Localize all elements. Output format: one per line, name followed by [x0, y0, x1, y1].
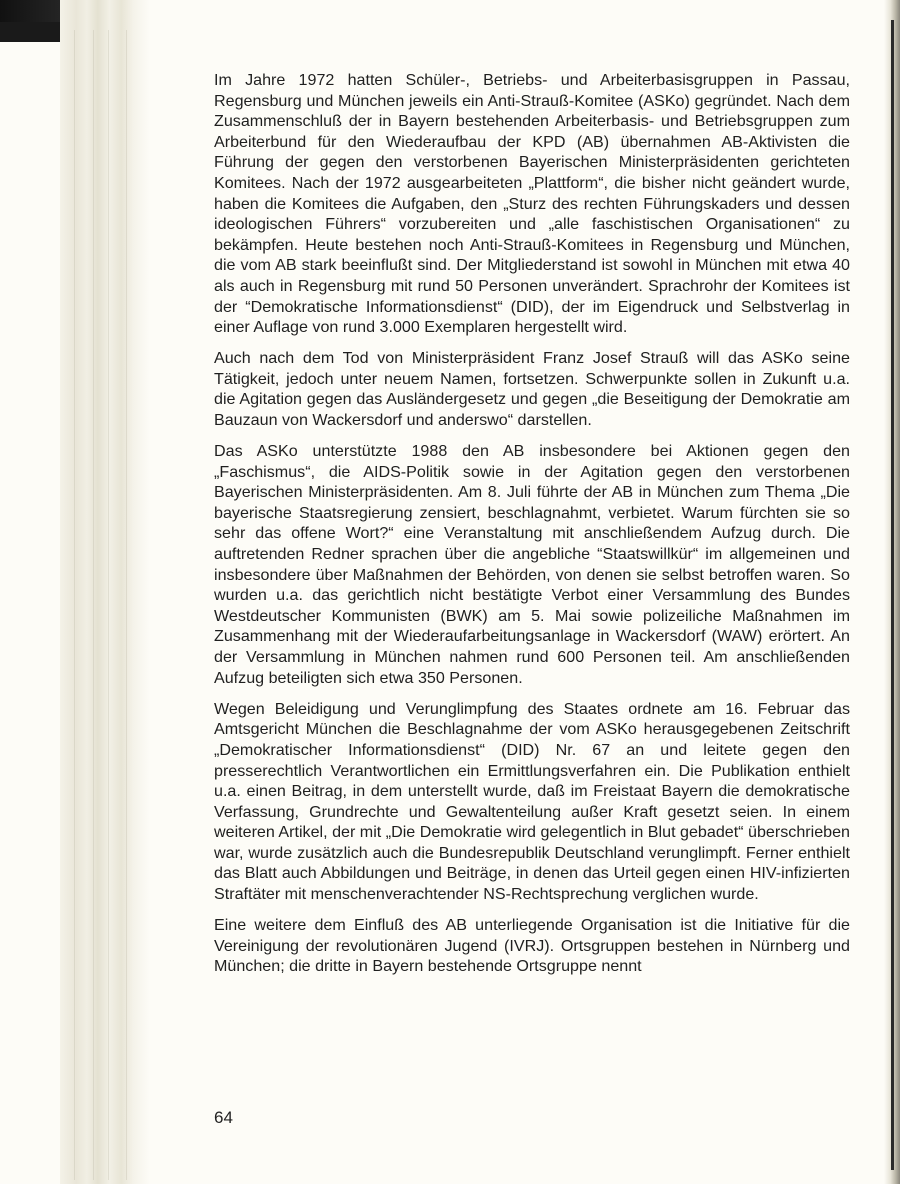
paragraph-3: Das ASKo unterstützte 1988 den AB insbesondere bei Aktionen gegen den „Faschismus“, die AIDS-Politik sowie in der Agitation gegen den verstorbenen Bayerischen Ministerpräsidenten. Am 8. Juli führte der AB in München zum Thema „Die bayerische Staatsregierung zensiert, beschlagnahmt, verbietet. Warum fürchten sie so sehr das offene Wort?“ eine Veranstaltung mit anschließendem Aufzug durch. Die auftretenden Redner sprachen über die angebliche “Staatswillkür“ im allgemeinen und insbesondere über Maßnahmen der Behörden, von denen sie selbst betroffen waren. So wurden u.a. das gerichtlich nicht bestätigte Verbot einer Versammlung des Bundes Westdeutscher Kommunisten (BWK) am 5. Mai sowie polizeiliche Maßnahmen im Zusammenhang mit der Wiederaufarbeitungsanlage in Wackersdorf (WAW) erörtert. An der Versammlung in München nahmen rund 600 Personen teil. Am anschließenden Aufzug beteiligten sich etwa 350 Personen. [214, 442, 850, 687]
gutter-line [108, 30, 109, 1180]
gutter-line [93, 30, 94, 1180]
page-right-edge-line [891, 20, 894, 1170]
body-text [214, 70, 850, 987]
paragraph-2: Auch nach dem Tod von Ministerpräsident Franz Josef Strauß will das ASKo seine Tätigkeit, jedoch unter neuem Namen, fortsetzen. Schwerpunkte sollen in Zukunft u.a. die Agitation gegen das Ausländergesetz und gegen „die Beseitigung der Demokratie am Bauzaun von Wackersdorf und anderswo“ darstellen. [214, 349, 850, 429]
page-number: 64 [214, 1108, 233, 1127]
gutter-line [126, 30, 127, 1180]
paragraph-1: Im Jahre 1972 hatten Schüler-, Betriebs- und Arbeiterbasisgruppen in Passau, Regensburg und München jeweils ein Anti-Strauß-Komitee (ASKo) gegründet. Nach dem Zusammenschluß der in Bayern bestehenden Arbeiterbasis- und Betriebsgruppen zum Arbeiterbund für den Wiederaufbau der KPD (AB) übernahmen AB-Aktivisten die Führung der gegen den verstorbenen Bayerischen Ministerpräsidenten gerichteten Komitees. Nach der 1972 ausgearbeiteten „Plattform“, die bisher nicht geändert wurde, haben die Komitees die Aufgaben, den „Sturz des rechten Führungskaders und dessen ideologischen Führers“ vorzubereiten und „alle faschistischen Organisationen“ zu bekämpfen. Heute bestehen noch Anti-Strauß-Komitees in Regensburg und München, die vom AB stark beeinflußt sind. Der Mitgliederstand ist sowohl in München mit etwa 40 als auch in Regensburg mit rund 50 Personen unverändert. Sprachrohr der Komitees ist der “Demokratische Informationsdienst“ (DID), der im Eigendruck und Selbstverlag in einer Auflage von rund 3.000 Exemplaren hergestellt wird. [214, 71, 850, 337]
book-gutter [60, 0, 150, 1184]
paragraph-5: Eine weitere dem Einfluß des AB unterliegende Organisation ist die Initiative für die Vereinigung der revolutionären Jugend (IVRJ). Ortsgruppen bestehen in Nürnberg und München; die dritte in Bayern bestehende Ortsgruppe nennt [214, 916, 850, 976]
gutter-line [74, 30, 75, 1180]
paragraph-4: Wegen Beleidigung und Verunglimpfung des Staates ordnete am 16. Februar das Amtsgericht München die Beschlagnahme der vom ASKo herausgegebenen Zeitschrift „Demokratischer Informationsdienst“ (DID) Nr. 67 an und leitete gegen den presserechtlich Verantwortlichen ein Ermittlungsverfahren ein. Die Publikation enthielt u.a. einen Beitrag, in dem unterstellt wurde, daß im Freistaat Bayern die demokratische Verfassung, Grundrechte und Gewaltenteilung außer Kraft gesetzt seien. In einem weiteren Artikel, der mit „Die Demokratie wird gelegentlich in Blut gebadet“ überschrieben war, wurde zusätzlich auch die Bundesrepublik Deutschland verunglimpft. Ferner enthielt das Blatt auch Abbildungen und Beiträge, in denen das Urteil gegen einen HIV-infizierten Straftäter mit menschenverachtender NS-Rechtsprechung verglichen wurde. [214, 699, 851, 904]
